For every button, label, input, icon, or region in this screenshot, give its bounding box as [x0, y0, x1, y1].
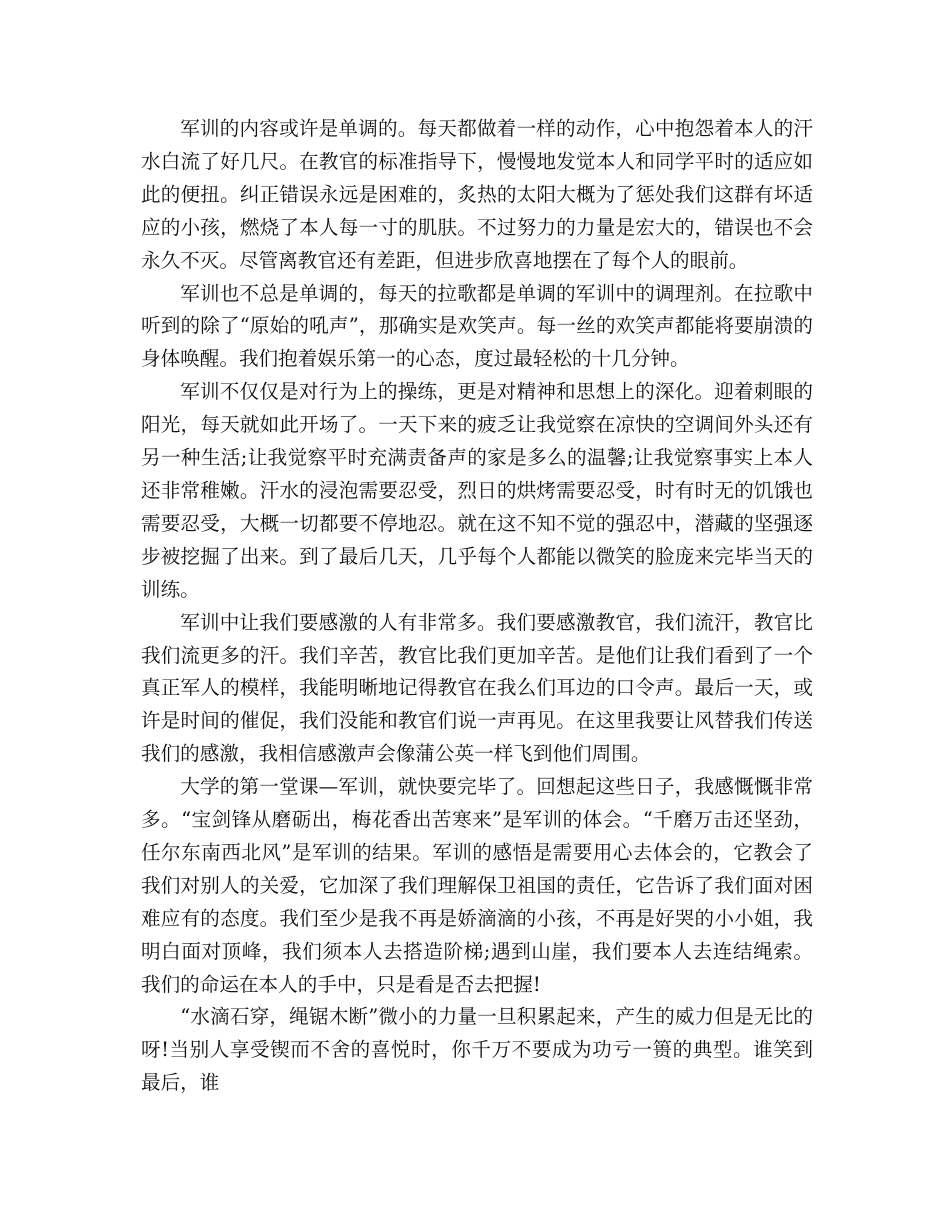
- paragraph-3: 军训不仅仅是对行为上的操练，更是对精神和思想上的深化。迎着刺眼的阳光，每天就如此开场了。一天下来的疲乏让我觉察在凉快的空调间外头还有另一种生活;让我觉察平时充满责备声的家是多么的温馨;让我觉察事实上本人还非常稚嫩。汗水的浸泡需要忍受，烈日的烘烤需要忍受，时有时无的饥饿也需要忍受，大概一切都要不停地忍。就在这不知不觉的强忍中，潜藏的坚强逐步被挖掘了出来。到了最后几天，几乎每个人都能以微笑的脸庞来完毕当天的训练。: [141, 380, 813, 601]
- paragraph-6: “水滴石穿，绳锯木断”微小的力量一旦积累起来，产生的威力但是无比的呀!当别人享受锲而不舍的喜悦时，你千万不要成为功亏一篑的典型。谁笑到最后，谁: [141, 1005, 813, 1095]
- paragraph-4: 军训中让我们要感激的人有非常多。我们要感激教官，我们流汗，教官比我们流更多的汗。我们辛苦，教官比我们更加辛苦。是他们让我们看到了一个真正军人的模样，我能明晰地记得教官在我么们耳边的口令声。最后一天，或许是时间的催促，我们没能和教官们说一声再见。在这里我要让风替我们传送我们的感激，我相信感激声会像蒲公英一样飞到他们周围。: [141, 610, 813, 766]
- paragraph-2: 军训也不总是单调的，每天的拉歌都是单调的军训中的调理剂。在拉歌中听到的除了“原始的吼声”，那确实是欢笑声。每一丝的欢笑声都能将要崩溃的身体唤醒。我们抱着娱乐第一的心态，度过最轻松的十几分钟。: [141, 281, 813, 371]
- document-body: [141, 113, 813, 1100]
- paragraph-1: 军训的内容或许是单调的。每天都做着一样的动作，心中抱怨着本人的汗水白流了好几尺。在教官的标准指导下，慢慢地发觉本人和同学平时的适应如此的便扭。纠正错误永远是困难的，炙热的太阳大概为了惩处我们这群有坏适应的小孩，燃烧了本人每一寸的肌肤。不过努力的力量是宏大的，错误也不会永久不灭。尽管离教官还有差距，但进步欣喜地摆在了每个人的眼前。: [141, 117, 813, 272]
- paragraph-5: 大学的第一堂课—军训，就快要完毕了。回想起这些日子，我感慨慨非常多。“宝剑锋从磨砺出，梅花香出苦寒来”是军训的体会。“千磨万击还坚劲，任尔东南西北风”是军训的结果。军训的感悟是需要用心去体会的，它教会了我们对别人的关爱，它加深了我们理解保卫祖国的责任，它告诉了我们面对困难应有的态度。我们至少是我不再是娇滴滴的小孩，不再是好哭的小小姐，我明白面对顶峰，我们须本人去搭造阶梯;遇到山崖，我们要本人去连结绳索。我们的命运在本人的手中，只是看是否去把握!: [141, 775, 813, 996]
